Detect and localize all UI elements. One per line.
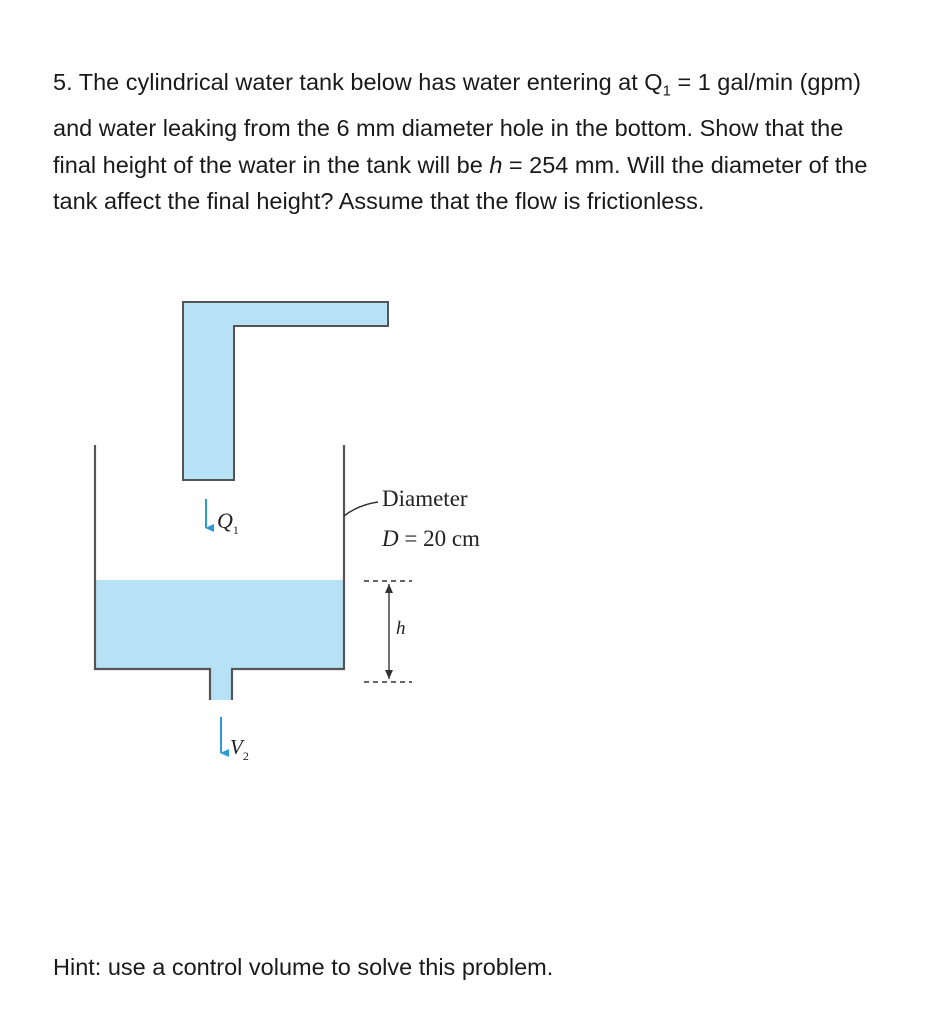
q1-subscript: 1 [662,82,671,100]
height-label: h [396,618,406,639]
diameter-leader-line [344,502,378,516]
problem-text-part-2: = 1 gal/min (gpm) and water leaking from the 6 mm diameter hole in the bottom. Show that the final height of the water in the tank will be [53,69,861,178]
diameter-value: D = 20 cm [382,526,480,551]
problem-text-part-1: The cylindrical water tank below has water entering at Q [72,69,663,95]
outlet-water [210,669,232,700]
height-arrow-top [385,584,393,593]
h-symbol: h [489,151,503,178]
hint-text: Hint: use a control volume to solve this problem. [53,954,554,980]
inflow-label: $Q_1$ [217,508,239,537]
outflow-label: $V_2$ [230,735,249,763]
problem-text-part-3: = 254 mm. Will the diameter of the tank affect the final height? Assume that the flow is frictionless. [53,151,868,215]
outflow-subscript: 2 [242,749,249,763]
tank-water [95,580,344,669]
problem-number: 5. [53,69,73,95]
height-arrow-bottom [385,670,393,679]
inflow-subscript: 1 [232,523,239,537]
inlet-pipe [183,302,388,480]
diameter-label: Diameter [382,486,468,511]
